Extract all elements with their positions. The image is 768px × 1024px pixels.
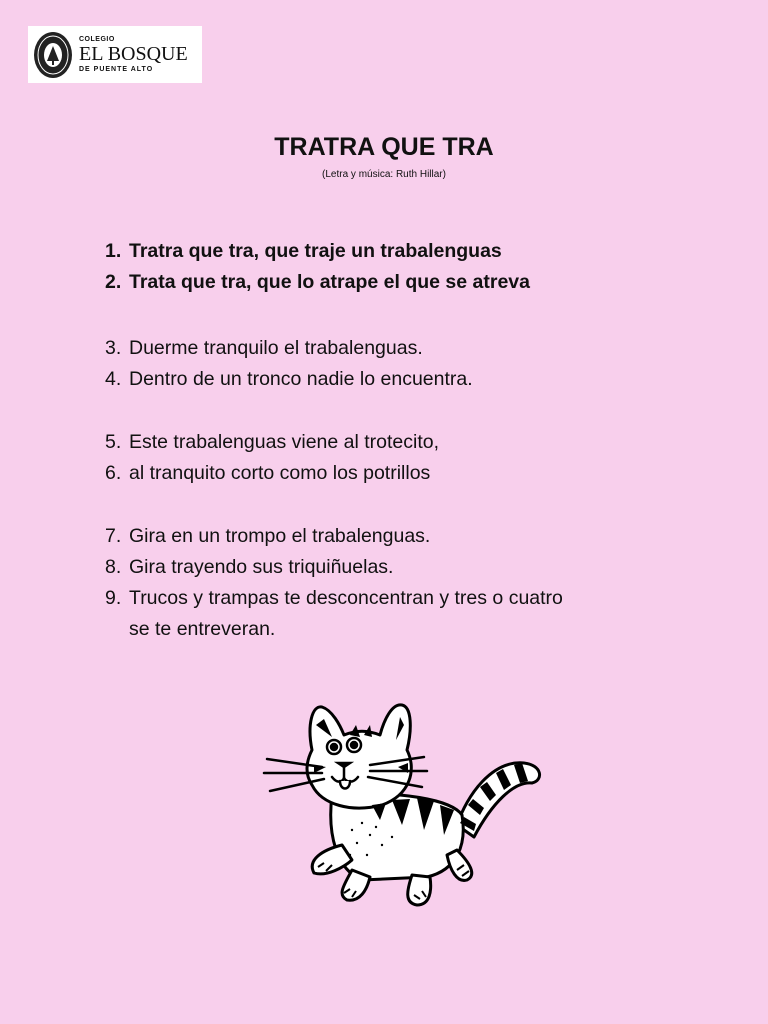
verse-line — [105, 427, 665, 458]
school-logo — [28, 26, 202, 83]
verse-text: se te entreveran. — [129, 618, 276, 640]
verse-line — [105, 267, 665, 298]
verse-text: Tratra que tra, que traje un trabalenguas — [129, 240, 502, 262]
verse-text: Trata que tra, que lo atrape el que se atreva — [129, 271, 530, 293]
verse-line — [105, 458, 665, 489]
verse-line-continuation — [105, 614, 665, 645]
verse-line — [105, 364, 665, 395]
verse-text: Gira en un trompo el trabalenguas. — [129, 525, 431, 547]
verse-number: 9. — [105, 587, 122, 609]
verse-text: Gira trayendo sus triquiñuelas. — [129, 556, 394, 578]
verse-line — [105, 333, 665, 364]
song-credits: (Letra y música: Ruth Hillar) — [322, 169, 446, 180]
verse-line — [105, 521, 665, 552]
verse-text: Este trabalenguas viene al trotecito, — [129, 431, 440, 453]
verse-number: 8. — [105, 556, 122, 578]
verse-number: 6. — [105, 462, 122, 484]
verse-number: 3. — [105, 337, 122, 359]
logo-top-text: COLEGIO — [79, 36, 115, 43]
verse-line — [105, 552, 665, 583]
striped-cat-illustration — [252, 695, 552, 915]
verse-number: 1. — [105, 240, 122, 262]
stanza-2 — [105, 333, 665, 395]
stanza-3 — [105, 427, 665, 489]
verse-number: 5. — [105, 431, 122, 453]
verse-text: Trucos y trampas te desconcentran y tres o cuatro — [129, 587, 563, 609]
logo-bottom-text: DE PUENTE ALTO — [79, 66, 154, 73]
verse-line — [105, 236, 665, 267]
verse-number: 4. — [105, 368, 122, 390]
verse-text: al tranquito corto como los potrillos — [129, 462, 431, 484]
logo-name: EL BOSQUE — [79, 43, 188, 65]
school-seal-icon — [33, 31, 73, 79]
song-title: TRATRA QUE TRA — [274, 133, 494, 161]
verse-number: 2. — [105, 271, 122, 293]
verse-line — [105, 583, 665, 614]
verse-number: 7. — [105, 525, 122, 547]
verse-text: Dentro de un tronco nadie lo encuentra. — [129, 368, 473, 390]
stanza-4 — [105, 521, 665, 645]
verse-text: Duerme tranquilo el trabalenguas. — [129, 337, 423, 359]
stanza-1 — [105, 236, 665, 298]
